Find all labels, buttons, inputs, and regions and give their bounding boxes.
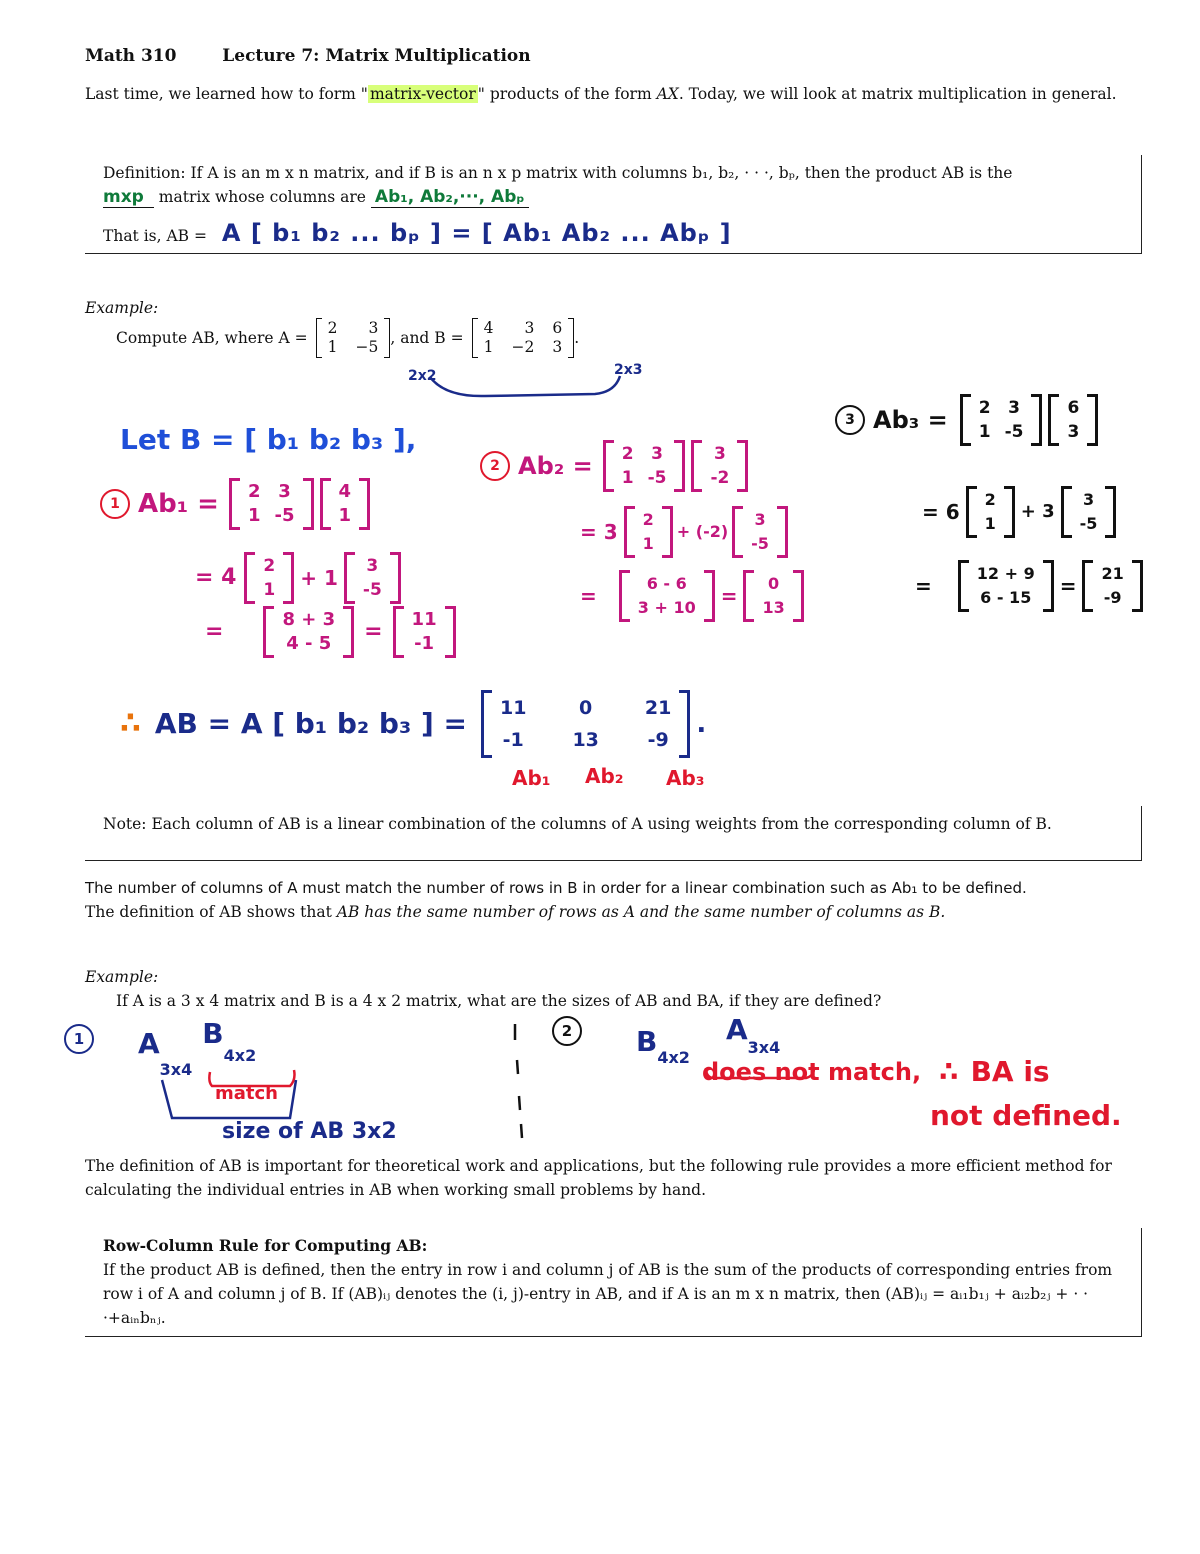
note-box xyxy=(85,806,1142,861)
definition-line3: That is, AB = A [ b₁ b₂ ... bₚ ] = [ Ab₁ Ab₂ ... Abₚ ] xyxy=(103,219,732,247)
col-label-1: Ab₁ xyxy=(512,766,551,790)
step3-number: 3 xyxy=(835,405,865,435)
final-ab-row: ∴ AB = A [ b₁ b₂ b₃ ] = 11 0 21 -1 13 -9 . xyxy=(120,690,706,758)
col-label-3: Ab₃ xyxy=(666,766,705,790)
step1-number: 1 xyxy=(100,489,130,519)
highlighted-text: matrix-vector xyxy=(369,85,476,103)
lecture-title: Lecture 7: Matrix Multiplication xyxy=(222,46,531,66)
step1-row1: 1 Ab₁ = 2 3 1 -5 4 1 xyxy=(100,478,370,530)
work2-part2: 2 B 4x2 A 3x4 xyxy=(552,1016,780,1070)
final-ab-lhs: AB = A [ b₁ b₂ b₃ ] = xyxy=(154,707,467,740)
step2-number: 2 xyxy=(480,451,510,481)
step1-row2: = 4 2 1 + 1 3 -5 xyxy=(195,552,401,604)
work2-part1: 1 A 3x4 B 4x2 xyxy=(64,1024,256,1082)
size-handwritten: mxp xyxy=(103,187,154,208)
therefore-symbol: ∴ xyxy=(120,706,141,741)
step1-vector: 4 1 xyxy=(320,478,371,530)
definition-box xyxy=(85,155,1142,254)
paragraph-columns-rows: The number of columns of A must match the number of rows in B in order for a linear combination such as Ab₁ to be defined. xyxy=(85,879,1027,897)
step2-row2: = 3 2 1 + (-2) 3 -5 xyxy=(580,506,788,558)
rule-box xyxy=(85,1228,1142,1337)
let-b-handwritten: Let B = [ b₁ b₂ b₃ ], xyxy=(120,423,417,456)
step3-row2: = 6 2 1 + 3 3 -5 xyxy=(922,486,1116,538)
example2-question: If A is a 3 x 4 matrix and B is a 4 x 2 matrix, what are the sizes of AB and BA, if they are defined? xyxy=(116,992,882,1010)
size-of-ab-note: size of AB 3x2 xyxy=(222,1119,397,1144)
step3-row1: 3 Ab₃ = 2 3 1 -5 6 3 xyxy=(835,394,1098,446)
example1-label: Example: xyxy=(85,299,159,317)
matrix-a: 2 3 1 −5 xyxy=(316,318,391,358)
final-ab-matrix: 11 0 21 -1 13 -9 xyxy=(481,690,690,758)
paragraph-definition-size: The definition of AB shows that AB has the same number of rows as A and the same number of columns as B. xyxy=(85,903,946,921)
divider-dashes xyxy=(505,1020,535,1140)
intro-paragraph: Last time, we learned how to form " matrix-vector " products of the form AX. Today, we will look at matrix multiplication in general. xyxy=(85,85,1117,103)
size-b-note: 2x3 xyxy=(614,362,643,378)
match-note: match xyxy=(215,1083,278,1104)
not-defined-note: not defined. xyxy=(930,1099,1122,1132)
size-a-note: 2x2 xyxy=(408,368,437,384)
page-title xyxy=(85,44,531,68)
paragraph-efficient-method: The definition of AB is important for theoretical work and applications, but the following rule provides a more efficient method for calculating the individual entries in AB when working small problems by hand. xyxy=(85,1157,1112,1199)
definition-line1: Definition: If A is an m x n matrix, and if B is an n x p matrix with columns b₁, b₂, · · ·, bₚ, then the product AB is the xyxy=(103,164,1013,182)
connector-brace xyxy=(425,372,625,402)
rule-title: Row-Column Rule for Computing AB: xyxy=(103,1236,428,1255)
step1-matrix-a: 2 3 1 -5 xyxy=(229,478,314,530)
definition-formula-handwritten: A [ b₁ b₂ ... bₚ ] = [ Ab₁ Ab₂ ... Abₚ ] xyxy=(221,219,732,247)
columns-handwritten: Ab₁, Ab₂,···, Abₚ xyxy=(371,187,529,208)
course-name: Math 310 xyxy=(85,46,177,66)
step3-row3: = 12 + 9 6 - 15 = 21 -9 xyxy=(915,560,1143,612)
matrix-b: 4 3 6 1 −2 3 xyxy=(472,318,575,358)
example2-label: Example: xyxy=(85,968,159,986)
step1-row3: = 8 + 3 4 - 5 = 11 -1 xyxy=(205,606,456,658)
col-label-2: Ab₂ xyxy=(585,764,624,788)
note-text: Note: Each column of AB is a linear combination of the columns of A using weights from the corresponding column of B. xyxy=(103,815,1052,833)
step2-row3: = 6 - 6 3 + 10 = 0 13 xyxy=(580,570,804,622)
example1-statement: Compute AB, where A = 2 3 1 −5 , and B = 4 3 6 1 −2 3 . xyxy=(116,319,580,356)
not-match-note: does not match, ∴ BA is xyxy=(702,1055,1050,1088)
step2-row1: 2 Ab₂ = 2 3 1 -5 3 -2 xyxy=(480,440,748,492)
definition-line2: mxp matrix whose columns are Ab₁, Ab₂,···, Abₚ xyxy=(103,185,529,209)
rule-body: If the product AB is defined, then the entry in row i and column j of AB is the sum of the products of corresponding entries from row i of A and column j of B. If (AB)ᵢⱼ denotes the (i, j)-entry in AB, and if A is an m x n matrix, then (AB)ᵢⱼ = aᵢ₁b₁ⱼ + aᵢ₂b₂ⱼ + · · ·+aᵢₙbₙⱼ. xyxy=(103,1261,1113,1327)
